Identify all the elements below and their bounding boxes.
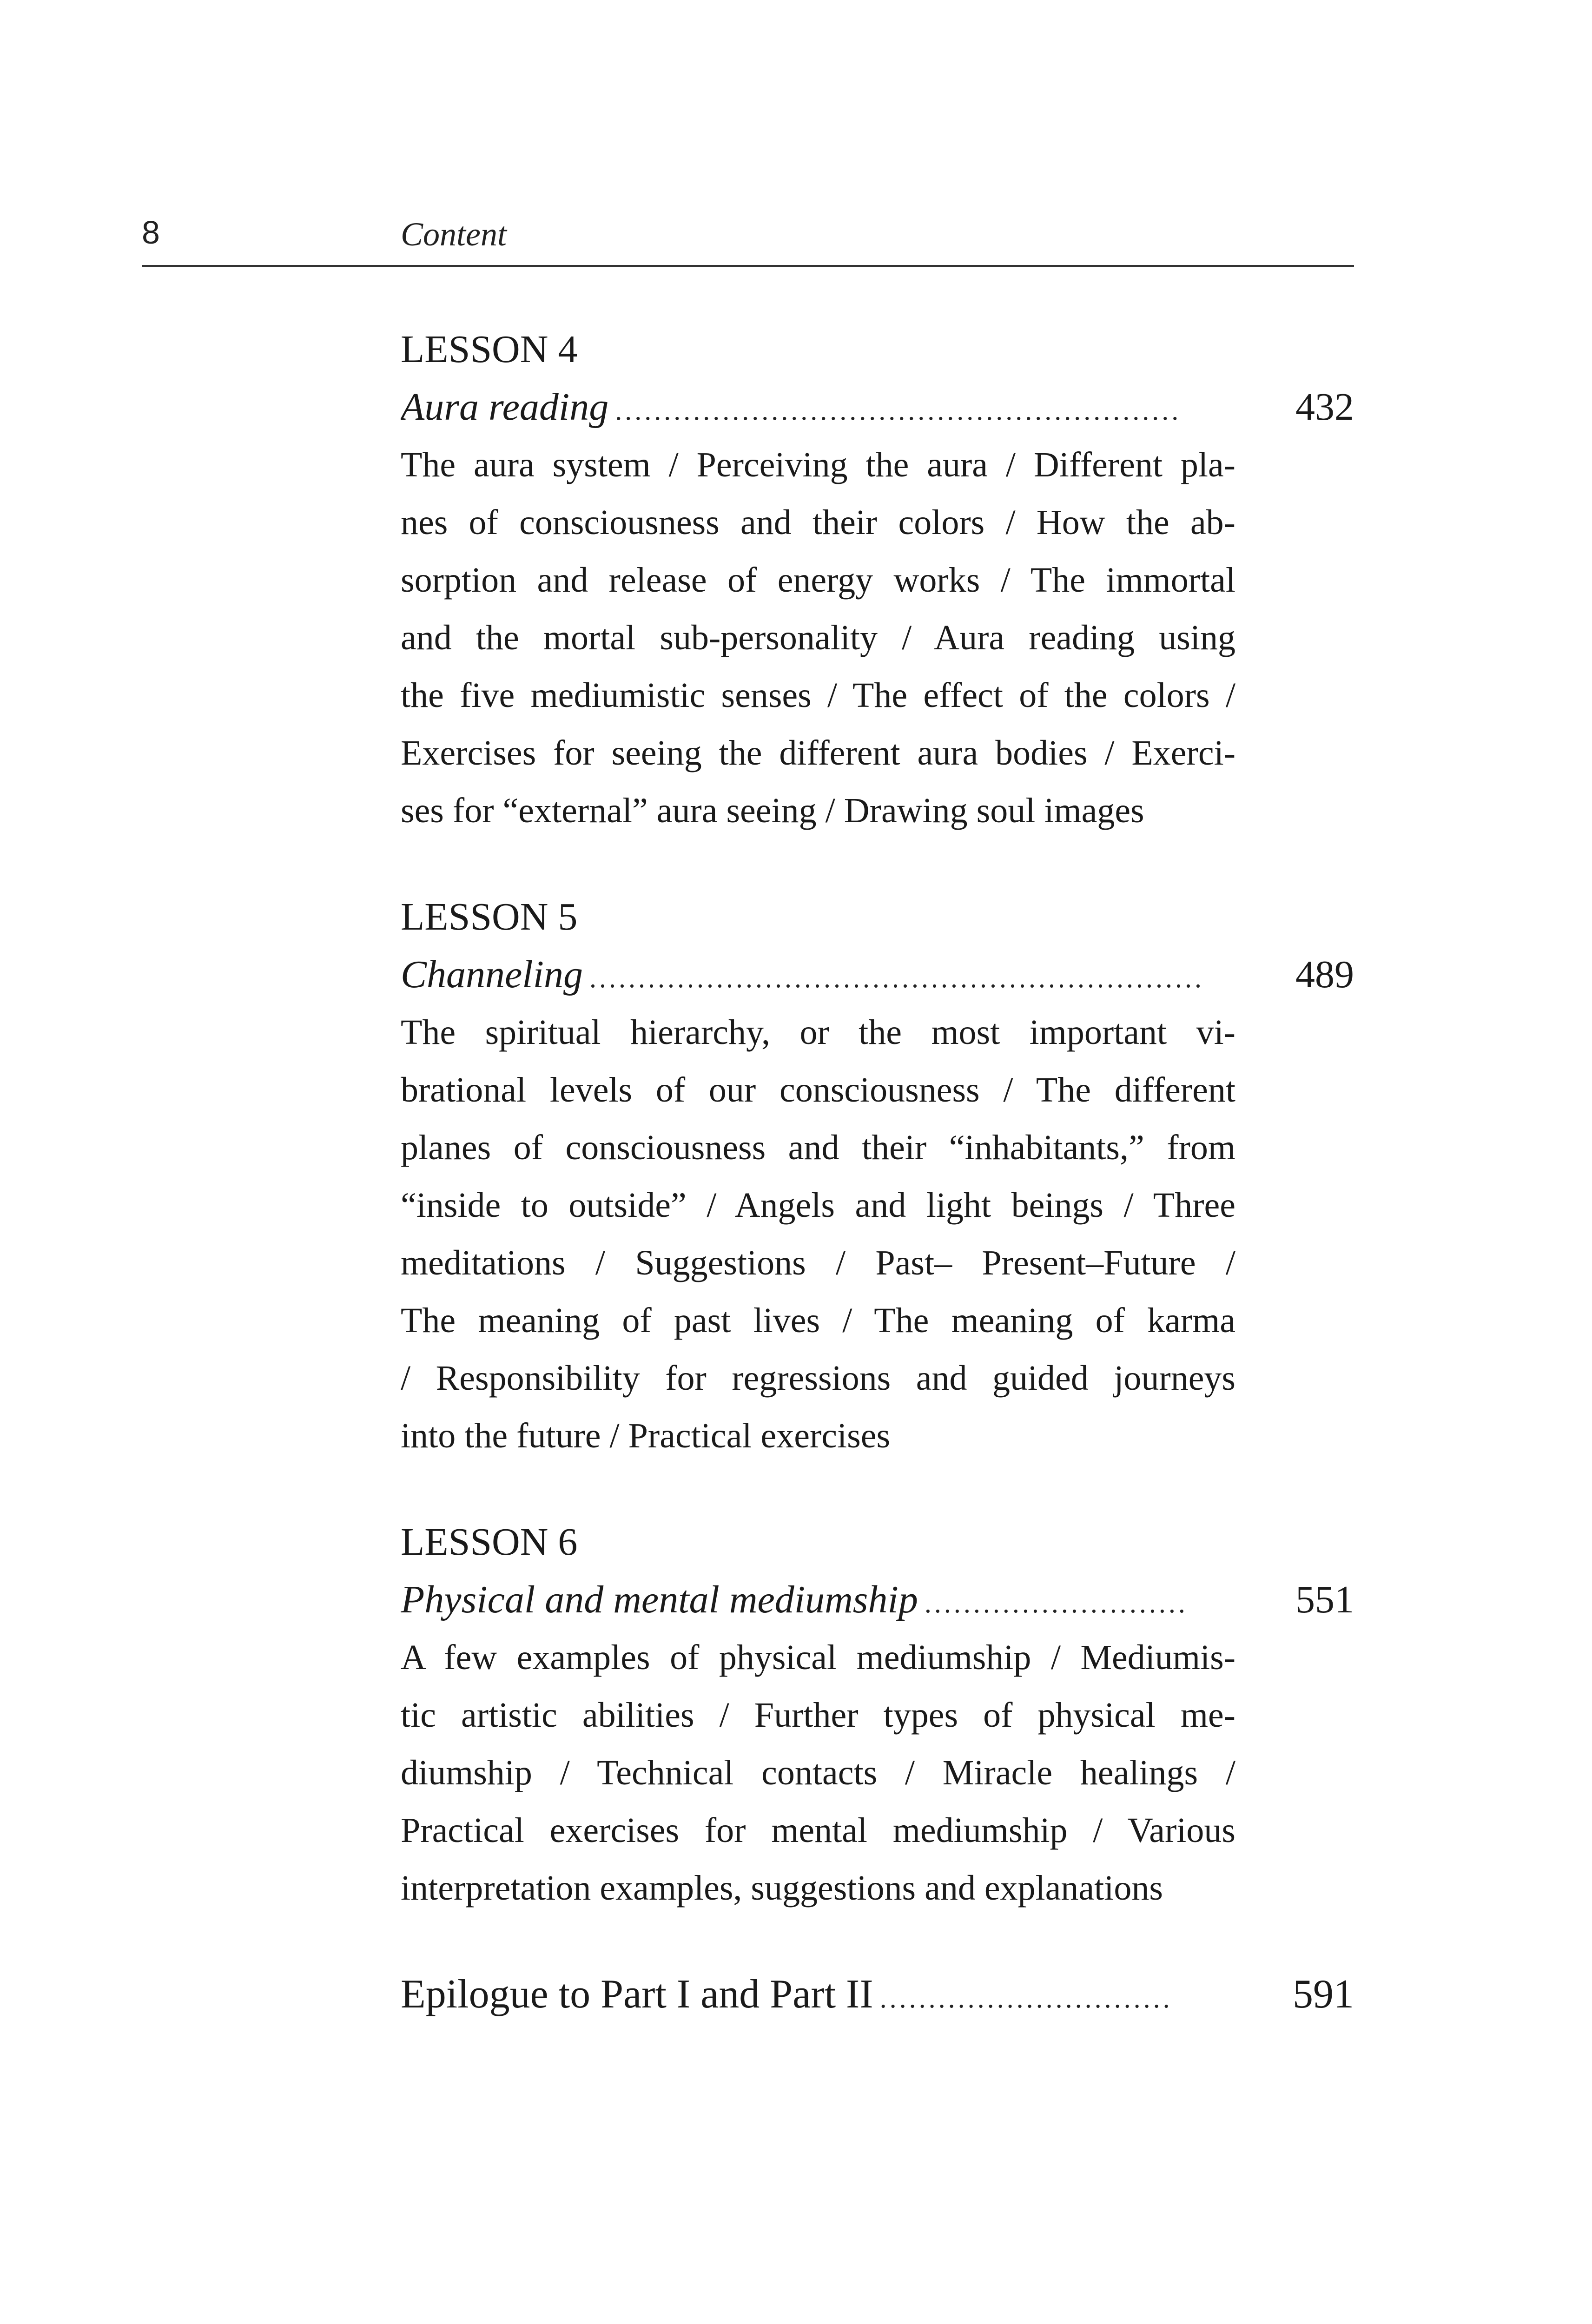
lesson-label: LESSON 5	[401, 895, 578, 938]
lesson-title-row[interactable]	[401, 946, 1354, 1004]
page-reference: 432	[1295, 385, 1354, 429]
description-line: A few examples of physical mediumship / Mediumis-	[401, 1638, 1235, 1677]
lesson-label: LESSON 6	[401, 1520, 578, 1564]
page-reference: 591	[1293, 1972, 1354, 2017]
page-reference: 489	[1295, 953, 1354, 996]
description-line: interpretation examples, suggestions and explanations	[401, 1868, 1163, 1908]
description-line: The meaning of past lives / The meaning of karma	[401, 1301, 1235, 1340]
description-line: Practical exercises for mental mediumship / Various	[401, 1811, 1235, 1850]
dot-leader: ..........................................................	[615, 395, 1182, 426]
epilogue-title: Epilogue to Part I and Part II	[401, 1972, 873, 2017]
lesson-label: LESSON 4	[401, 328, 578, 371]
toc-entry-lesson-5	[401, 888, 1354, 1465]
dot-leader: ...........................	[924, 1588, 1188, 1618]
description-line: meditations / Suggestions / Past– Present–Future /	[401, 1243, 1235, 1282]
lesson-description	[401, 1004, 1235, 1465]
description-line: The spiritual hierarchy, or the most important vi-	[401, 1013, 1235, 1052]
description-line: The aura system / Perceiving the aura / Different pla-	[401, 445, 1235, 484]
lesson-description	[401, 436, 1235, 839]
lesson-title-row[interactable]	[401, 378, 1354, 436]
lesson-description	[401, 1629, 1235, 1917]
description-line: nes of consciousness and their colors / How the ab-	[401, 503, 1235, 542]
description-line: Exercises for seeing the different aura bodies / Exerci-	[401, 733, 1235, 772]
description-line: the five mediumistic senses / The effect of the colors /	[401, 676, 1235, 715]
table-of-contents	[401, 321, 1354, 2023]
description-line: and the mortal sub-personality / Aura reading using	[401, 618, 1235, 657]
lesson-title: Aura reading	[401, 385, 609, 429]
toc-entry-epilogue[interactable]	[401, 1966, 1354, 2023]
description-line: ses for “external” aura seeing / Drawing soul images	[401, 791, 1144, 830]
lesson-title: Physical and mental mediumship	[401, 1578, 918, 1621]
running-head	[142, 205, 1354, 267]
toc-entry-lesson-6	[401, 1513, 1354, 1917]
description-line: sorption and release of energy works / The immortal	[401, 561, 1235, 600]
description-line: / Responsibility for regressions and guided journeys	[401, 1359, 1235, 1398]
description-line: into the future / Practical exercises	[401, 1416, 891, 1455]
page-number: 8	[142, 214, 160, 251]
lesson-title-row[interactable]	[401, 1571, 1354, 1629]
description-line: tic artistic abilities / Further types of physical me-	[401, 1696, 1235, 1735]
page-reference: 551	[1295, 1578, 1354, 1621]
lesson-title: Channeling	[401, 953, 583, 996]
toc-entry-lesson-4	[401, 321, 1354, 839]
running-title: Content	[401, 216, 507, 253]
description-line: diumship / Technical contacts / Miracle healings /	[401, 1753, 1235, 1792]
description-line: “inside to outside” / Angels and light beings / Three	[401, 1186, 1235, 1225]
dot-leader: ..............................	[879, 1983, 1173, 2014]
dot-leader: ...............................................................	[589, 963, 1204, 993]
description-line: brational levels of our consciousness / The different	[401, 1070, 1235, 1109]
description-line: planes of consciousness and their “inhabitants,” from	[401, 1128, 1235, 1167]
